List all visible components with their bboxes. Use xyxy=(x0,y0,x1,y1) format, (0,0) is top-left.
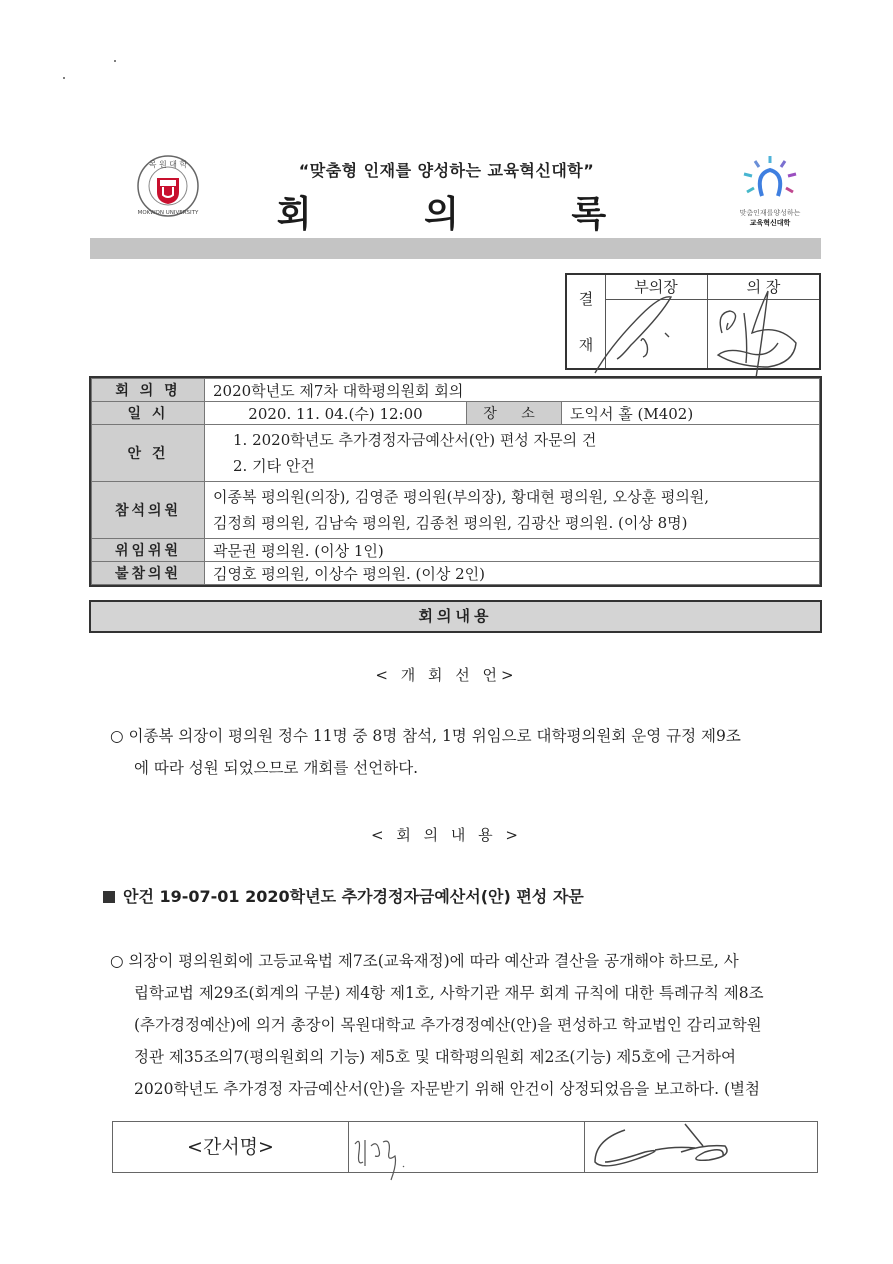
agenda-item: 1. 2020학년도 추가경정자금예산서(안) 편성 자문의 건 xyxy=(233,431,597,449)
datetime-label: 일 시 xyxy=(92,402,205,425)
signature-initial-2-icon xyxy=(585,1116,817,1171)
header-divider-bar xyxy=(90,238,821,259)
signature-chair-icon xyxy=(708,283,818,378)
agenda-heading-text: 안건 19-07-01 2020학년도 추가경정자금예산서(안) 편성 자문 xyxy=(123,887,584,906)
signature-vice-chair-icon xyxy=(591,285,701,375)
logo-caption-line1: 맞춤인재를양성하는 xyxy=(739,209,801,217)
signature-initial-1-icon xyxy=(351,1122,451,1182)
approval-label-top: 결 xyxy=(578,289,594,308)
attendees-line: 김정희 평의원, 김남숙 평의원, 김종천 평의원, 김광산 평의원. (이상 8명) xyxy=(213,514,688,532)
innovation-university-logo xyxy=(735,154,805,226)
slogan: “맞춤형 인재를 양성하는 교육혁신대학” xyxy=(298,161,595,180)
delegated-value: 곽문권 평의원. (이상 1인) xyxy=(205,539,820,562)
approval-label-bottom: 재 xyxy=(578,336,594,355)
content-subtitle: < 회 의 내 용 > xyxy=(371,826,522,844)
agenda-para-line: ○ 의장이 평의원회에 고등교육법 제7조(교육재정)에 따라 예산과 결산을 공개해야 하므로, 사 xyxy=(110,952,739,970)
lightbulb-logo-icon xyxy=(735,154,805,202)
attendees-line: 이종복 평의원(의장), 김영준 평의원(부의장), 황대현 평의원, 오상훈 평의원, xyxy=(213,488,710,506)
meeting-name-value: 2020학년도 제7차 대학평의원회 회의 xyxy=(205,379,820,402)
agenda-heading xyxy=(103,884,584,907)
place-label: 장 소 xyxy=(467,402,562,425)
meeting-info-table xyxy=(89,376,822,587)
approval-table xyxy=(565,273,821,370)
scan-speck xyxy=(114,60,116,62)
agenda-label: 안 건 xyxy=(92,425,205,482)
absent-label: 불참의원 xyxy=(92,562,205,585)
place-value: 도익서 홀 (M402) xyxy=(562,402,820,425)
agenda-para-line: (추가경정예산)에 의거 총장이 목원대학교 추가경정예산(안)을 편성하고 학교법인 감리교학원 xyxy=(134,1016,762,1034)
meeting-name-label: 회 의 명 xyxy=(92,379,205,402)
initial-sign-label: <간서명> xyxy=(113,1122,349,1172)
scan-speck xyxy=(63,77,65,79)
initial-sign-cell-2 xyxy=(585,1122,817,1172)
logo-caption-line2: 교육혁신대학 xyxy=(749,219,791,227)
svg-text:MOKWON UNIVERSITY: MOKWON UNIVERSITY xyxy=(137,210,199,216)
agenda-paragraph xyxy=(110,945,830,1105)
approval-header-chair: 의 장 xyxy=(708,275,819,300)
opening-para-line: 에 따라 성원 되었으므로 개회를 선언하다. xyxy=(134,759,419,777)
approval-column-chair xyxy=(708,275,819,368)
page-title: 회 의 록 xyxy=(276,194,657,235)
agenda-para-line: 립학교법 제29조(회계의 구분) 제4항 제1호, 사학기관 재무 회계 규칙에 대한 특례규칙 제8조 xyxy=(134,984,764,1002)
svg-text:목 원 대 학: 목 원 대 학 xyxy=(148,160,188,169)
opening-subtitle: < 개 회 선 언> xyxy=(375,666,518,684)
agenda-para-line: 2020학년도 추가경정 자금예산서(안)을 자문받기 위해 안건이 상정되었음을 보고하다. (별첨 xyxy=(134,1080,760,1098)
approval-header-vice-chair: 부의장 xyxy=(605,275,707,300)
initial-sign-cell-1 xyxy=(349,1122,585,1172)
datetime-value: 2020. 11. 04.(수) 12:00 xyxy=(205,402,467,425)
section-title-meeting-content: 회의내용 xyxy=(89,600,822,633)
opening-paragraph xyxy=(110,720,830,784)
opening-para-line: ○ 이종복 의장이 평의원 정수 11명 중 8명 참석, 1명 위임으로 대학평의원회 운영 규정 제9조 xyxy=(110,727,741,745)
square-bullet-icon xyxy=(103,891,115,903)
initial-signature-table xyxy=(112,1121,818,1173)
approval-column-vice-chair xyxy=(605,275,708,368)
agenda-items xyxy=(205,425,820,482)
delegated-label: 위임위원 xyxy=(92,539,205,562)
absent-value: 김영호 평의원, 이상수 평의원. (이상 2인) xyxy=(205,562,820,585)
agenda-item: 2. 기타 안건 xyxy=(233,457,315,475)
attendees-value xyxy=(205,482,820,539)
attendees-label: 참석의원 xyxy=(92,482,205,539)
agenda-para-line: 정관 제35조의7(평의원회의 기능) 제5호 및 대학평의원회 제2조(기능) 제5호에 근거하여 xyxy=(134,1048,736,1066)
